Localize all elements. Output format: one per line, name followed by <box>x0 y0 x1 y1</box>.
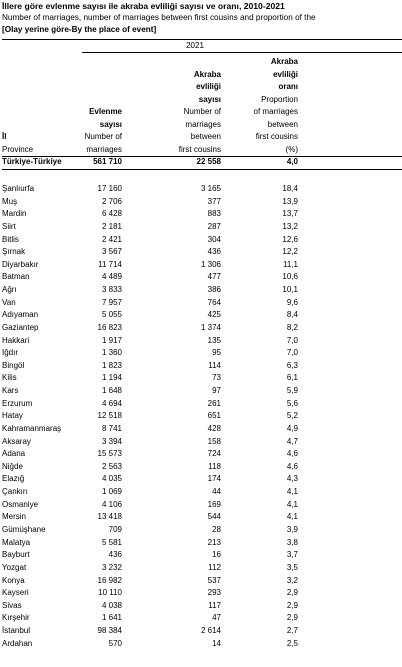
hdr-marriages-line: marriages <box>86 144 122 154</box>
table-row <box>0 372 402 385</box>
table-row <box>0 436 402 449</box>
table-row <box>0 271 402 284</box>
marriages-value: 3 833 <box>101 285 122 295</box>
ratio-value: 2,5 <box>286 638 298 648</box>
table-row <box>0 448 402 461</box>
province-name: Diyarbakır <box>2 259 39 269</box>
province-name: Adıyaman <box>2 310 39 320</box>
table-row <box>0 297 402 310</box>
cousin-value: 293 <box>207 588 221 598</box>
table-row <box>0 360 402 373</box>
marriages-value: 7 957 <box>101 297 122 307</box>
cousin-value: 428 <box>207 423 221 433</box>
marriages-value: 4 038 <box>101 600 122 610</box>
cousin-value: 1 374 <box>200 322 221 332</box>
province-name: Kilis <box>2 373 17 383</box>
ratio-value: 5,6 <box>286 398 298 408</box>
province-name: Erzurum <box>2 398 33 408</box>
ratio-value: 10,6 <box>282 272 298 282</box>
ratio-value: 4,1 <box>286 499 298 509</box>
ratio-value: 4,7 <box>286 436 298 446</box>
marriages-value: 8 741 <box>101 423 122 433</box>
table-row <box>0 208 402 221</box>
province-name: Elazığ <box>2 474 25 484</box>
table-row <box>0 335 402 348</box>
ratio-value: 5,9 <box>286 386 298 396</box>
province-name: Hakkari <box>2 335 30 345</box>
cousin-value: 261 <box>207 398 221 408</box>
table-row <box>0 511 402 524</box>
total-cousin: 22 558 <box>196 157 221 166</box>
ratio-value: 7,0 <box>286 348 298 358</box>
province-name: Mardin <box>2 209 27 219</box>
province-name: Batman <box>2 272 30 282</box>
ratio-value: 3,2 <box>286 575 298 585</box>
marriages-value: 15 573 <box>97 449 122 459</box>
cousin-value: 477 <box>207 272 221 282</box>
ratio-value: 2,7 <box>286 626 298 636</box>
cousin-value: 158 <box>207 436 221 446</box>
marriages-value: 2 181 <box>101 221 122 231</box>
ratio-value: 8,4 <box>286 310 298 320</box>
marriages-value: 11 714 <box>98 259 122 269</box>
ratio-value: 3,9 <box>286 525 298 534</box>
table-row <box>0 410 402 423</box>
cousin-value: 386 <box>207 285 221 295</box>
table-row <box>0 600 402 613</box>
cousin-value: 3 165 <box>200 184 221 193</box>
table-row <box>0 562 402 575</box>
marriages-value: 5 055 <box>101 310 122 320</box>
marriages-value: 4 489 <box>101 272 122 282</box>
table-row <box>0 284 402 297</box>
cousin-value: 44 <box>212 487 221 497</box>
province-name: Van <box>2 297 16 307</box>
cousin-value: 97 <box>212 386 221 396</box>
ratio-value: 2,9 <box>286 613 298 623</box>
top-rule <box>2 39 402 40</box>
table-row <box>0 587 402 600</box>
ratio-value: 13,9 <box>282 196 298 206</box>
marriages-value: 4 694 <box>101 398 122 408</box>
ratio-value: 9,6 <box>286 297 298 307</box>
table-row <box>0 309 402 322</box>
cousin-value: 135 <box>207 335 221 345</box>
cousin-value: 118 <box>208 461 221 471</box>
province-name: Konya <box>2 575 25 585</box>
marriages-value: 1 194 <box>101 373 122 383</box>
ratio-value: 12,2 <box>282 247 298 257</box>
marriages-value: 5 581 <box>101 537 122 547</box>
ratio-value: 10,1 <box>282 285 298 295</box>
hdr-cousin-line: first cousins <box>178 144 221 154</box>
province-name: Gaziantep <box>2 322 39 332</box>
table-row <box>0 196 402 209</box>
marriages-value: 1 360 <box>101 348 122 358</box>
marriages-value: 2 563 <box>101 461 122 471</box>
table-row <box>0 347 402 360</box>
year-rule <box>82 52 402 53</box>
cousin-value: 95 <box>212 348 221 358</box>
table-row <box>0 625 402 638</box>
marriages-value: 12 518 <box>97 411 122 421</box>
table-row <box>0 575 402 588</box>
ratio-value: 4,1 <box>286 487 298 497</box>
province-name: İstanbul <box>2 626 31 636</box>
ratio-value: 12,6 <box>282 234 298 244</box>
table-row <box>0 423 402 436</box>
province-name: Aksaray <box>2 436 31 446</box>
cousin-value: 304 <box>207 234 221 244</box>
cousin-value: 117 <box>208 600 221 610</box>
province-name: Mersin <box>2 512 27 522</box>
province-name: Kahramanmaraş <box>2 423 62 433</box>
cousin-value: 2 614 <box>200 626 221 636</box>
ratio-value: 2,9 <box>286 600 298 610</box>
province-name: Niğde <box>2 461 23 471</box>
table-row <box>0 524 402 537</box>
ratio-value: 18,4 <box>282 184 298 193</box>
table-row <box>0 221 402 234</box>
marriages-value: 1 641 <box>101 613 122 623</box>
ratio-value: 8,2 <box>286 322 298 332</box>
province-name: Hatay <box>2 411 23 421</box>
province-name: Kırşehir <box>2 613 30 623</box>
ratio-value: 6,1 <box>286 373 298 383</box>
marriages-value: 3 394 <box>101 436 122 446</box>
cousin-value: 114 <box>208 360 221 370</box>
province-name: Ardahan <box>2 638 33 648</box>
ratio-value: 4,6 <box>286 449 298 459</box>
province-name: Adana <box>2 449 26 459</box>
table-row <box>0 259 402 272</box>
ratio-value: 6,3 <box>286 360 298 370</box>
table-row <box>0 246 402 259</box>
marriages-value: 6 428 <box>101 209 122 219</box>
table-row <box>0 486 402 499</box>
cousin-value: 724 <box>207 449 221 459</box>
hdr-ratio-line: of marriages <box>253 107 298 116</box>
marriages-value: 1 917 <box>101 335 122 345</box>
hdr-cousin-line: sayısı <box>198 94 221 104</box>
table-row <box>0 461 402 474</box>
hdr-ratio-line: Proportion <box>261 94 298 104</box>
province-name: Yozgat <box>2 562 27 572</box>
hdr-cousin-line: evliliği <box>196 82 221 91</box>
table-note: [Olay yerine göre-By the place of event] <box>2 25 157 34</box>
cousin-value: 14 <box>212 638 221 648</box>
table-row <box>0 322 402 335</box>
province-name: Iğdır <box>2 348 19 358</box>
table-row <box>0 537 402 550</box>
ratio-value: 4,3 <box>286 474 298 484</box>
province-name: Bingöl <box>2 360 25 370</box>
cousin-value: 651 <box>207 411 221 421</box>
marriages-value: 16 982 <box>97 575 122 585</box>
province-name: Şanlıurfa <box>2 184 35 193</box>
ratio-value: 7,0 <box>286 335 298 345</box>
cousin-value: 537 <box>207 575 221 585</box>
ratio-value: 11,1 <box>283 259 298 269</box>
marriages-value: 3 232 <box>101 562 122 572</box>
hdr-ratio-line: between <box>267 119 298 129</box>
ratio-value: 5,2 <box>286 411 298 421</box>
cousin-value: 28 <box>212 525 221 534</box>
marriages-value: 1 069 <box>101 487 122 497</box>
cousin-value: 213 <box>207 537 221 547</box>
cousin-value: 16 <box>212 550 221 560</box>
marriages-value: 3 567 <box>101 247 122 257</box>
province-name: Muş <box>2 196 18 206</box>
marriages-value: 570 <box>108 638 122 648</box>
marriages-value: 709 <box>108 525 122 534</box>
cousin-value: 544 <box>207 512 221 522</box>
hdr-marriages-line: Evlenme <box>89 107 122 116</box>
province-name: Bitlis <box>2 234 19 244</box>
table-title: İllere göre evlenme sayısı ile akraba evliliği sayısı ve oranı, 2010-2021 <box>2 1 285 11</box>
table-row <box>0 234 402 247</box>
ratio-value: 3,7 <box>286 550 298 560</box>
total-row <box>0 156 402 169</box>
cousin-value: 377 <box>207 196 221 206</box>
province-name: Gümüşhane <box>2 525 46 534</box>
marriages-value: 2 706 <box>101 196 122 206</box>
cousin-value: 436 <box>207 247 221 257</box>
cousin-value: 169 <box>207 499 221 509</box>
total-marriages: 561 710 <box>93 157 122 166</box>
ratio-value: 2,9 <box>286 588 298 598</box>
cousin-value: 287 <box>207 221 221 231</box>
hdr-cousin-line: marriages <box>185 119 221 129</box>
marriages-value: 10 110 <box>98 588 122 598</box>
marriages-value: 16 823 <box>97 322 122 332</box>
marriages-value: 1 648 <box>101 386 122 396</box>
province-name: Ağrı <box>2 285 17 295</box>
province-name: Bayburt <box>2 550 30 560</box>
marriages-value: 13 418 <box>97 512 122 522</box>
hdr-ratio-line: oranı <box>278 82 298 91</box>
hdr-cousin-line: Akraba <box>193 69 221 79</box>
marriages-value: 1 823 <box>101 360 122 370</box>
table-row <box>0 549 402 562</box>
hdr-province-line: Province <box>2 144 34 154</box>
ratio-value: 13,7 <box>282 209 298 219</box>
cousin-value: 73 <box>212 373 221 383</box>
province-name: Osmaniye <box>2 499 39 509</box>
cousin-value: 47 <box>212 613 221 623</box>
hdr-ratio-line: (%) <box>285 144 298 154</box>
ratio-value: 4,6 <box>286 461 298 471</box>
hdr-province-line: İl <box>2 132 7 141</box>
table-row <box>0 638 402 651</box>
province-name: Kayseri <box>2 588 29 598</box>
table-row <box>0 499 402 512</box>
hdr-ratio-line: evliliği <box>273 69 298 79</box>
ratio-value: 4,1 <box>286 512 298 522</box>
marriages-value: 436 <box>108 550 122 560</box>
ratio-value: 4,9 <box>286 423 298 433</box>
province-name: Sivas <box>2 600 22 610</box>
table-row <box>0 398 402 411</box>
cousin-value: 425 <box>207 310 221 320</box>
province-name: Kars <box>2 386 19 396</box>
table-row <box>0 473 402 486</box>
total-rule <box>2 169 402 170</box>
cousin-value: 883 <box>207 209 221 219</box>
cousin-value: 112 <box>208 562 221 572</box>
hdr-ratio-line: first cousins <box>255 132 298 141</box>
province-name: Malatya <box>2 537 31 547</box>
table-row <box>0 385 402 398</box>
hdr-marriages-line: sayısı <box>99 119 122 129</box>
total-ratio: 4,0 <box>286 157 298 166</box>
marriages-value: 4 035 <box>101 474 122 484</box>
cousin-value: 1 306 <box>200 259 221 269</box>
total-name: Türkiye-Türkiye <box>2 157 62 166</box>
table-row <box>0 612 402 625</box>
ratio-value: 3,8 <box>286 537 298 547</box>
year-label: 2021 <box>186 41 204 50</box>
hdr-marriages-line: Number of <box>84 132 122 141</box>
cousin-value: 174 <box>207 474 221 484</box>
table-row <box>0 183 402 196</box>
cousin-value: 764 <box>207 297 221 307</box>
hdr-cousin-line: Number of <box>183 107 221 116</box>
table-subtitle: Number of marriages, number of marriages between first cousins and proportion of the <box>2 13 316 22</box>
marriages-value: 4 106 <box>101 499 122 509</box>
marriages-value: 17 160 <box>97 184 122 193</box>
province-name: Siirt <box>2 221 16 231</box>
hdr-cousin-line: between <box>190 132 221 141</box>
hdr-ratio-line: Akraba <box>270 57 298 66</box>
province-name: Çankırı <box>2 487 28 497</box>
ratio-value: 3,5 <box>286 562 298 572</box>
ratio-value: 13,2 <box>282 221 298 231</box>
marriages-value: 98 384 <box>97 626 122 636</box>
marriages-value: 2 421 <box>101 234 122 244</box>
province-name: Şırnak <box>2 247 26 257</box>
